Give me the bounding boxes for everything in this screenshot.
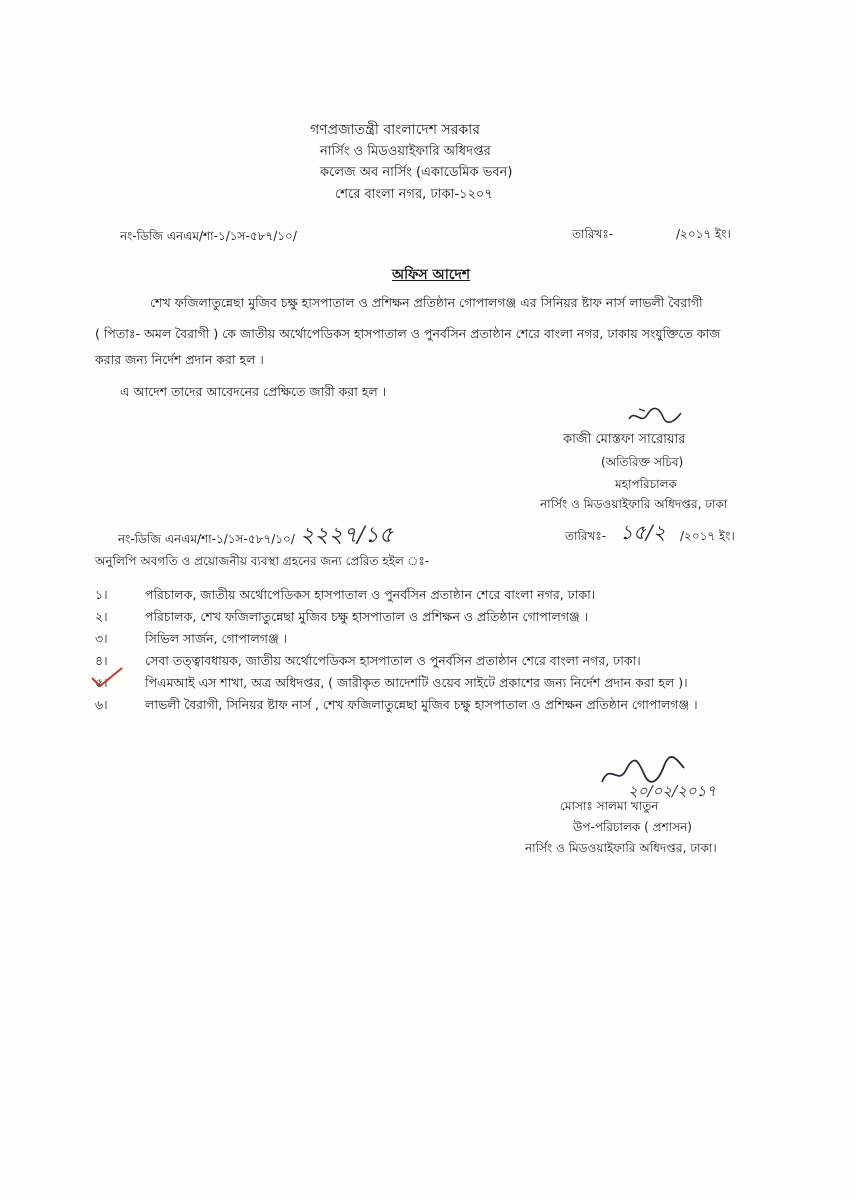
red-tick-mark [88, 664, 128, 692]
signatory1-office: নার্সিং ও মিডওয়াইফারি অধিদপ্তর, ঢাকা [540, 497, 728, 511]
copy-item [95, 609, 588, 629]
office-order-title: অফিস আদেশ [392, 267, 471, 283]
date-value: /২০১৭ ইং। [676, 227, 731, 241]
signatory2-designation: উপ-পরিচালক ( প্রশাসন) [573, 820, 692, 834]
signature-1 [625, 405, 685, 429]
copy-item [95, 631, 287, 651]
copy-item-number: ৩। [95, 631, 108, 646]
department-name: নার্সিং ও মিডওয়াইফারি অধিদপ্তর [320, 144, 491, 159]
copy-item [95, 587, 595, 607]
copy-item-number: ৫। [95, 675, 108, 690]
order-body-line-3: করার জন্য নির্দেশ প্রদান করা হল । [95, 352, 264, 367]
copy-item-number: ২। [95, 609, 108, 624]
govt-title: গণপ্রজাতন্ত্রী বাংলাদেশ সরকার [310, 122, 480, 138]
copy-item-number: ৬। [95, 697, 108, 712]
copy-item-text: পরিচালক, শেখ ফজিলাতুন্নেছা মুজিব চক্ষু হাসপাতাল ও প্রশিক্ষন ও প্রতিষ্ঠান গোপালগঞ্জ । [145, 609, 589, 624]
copy-item-text: পিএমআই এস শাখা, অত্র অধিদপ্তর, ( জারীকৃত আদেশটি ওয়েব সাইটে প্রকাশের জন্য নির্দেশ প্রদান করা হল )। [145, 675, 688, 690]
signature-date: ২০/০২/২০১৭ [628, 782, 717, 800]
address-line: শেরে বাংলা নগর, ঢাকা-১২০৭ [335, 187, 493, 202]
signatory2-office: নার্সিং ও মিডওয়াইফারি অধিদপ্তর, ঢাকা। [525, 841, 717, 855]
copy-item-number: ৪। [95, 653, 108, 668]
date-label: তারিখঃ- [572, 227, 614, 241]
memo-number: নং-ডিজি এনএম/শা-১/১স-৫৮৭/১০/ [120, 229, 297, 243]
signatory1-name: কাজী মোস্তফা সারোয়ার [563, 432, 686, 447]
copy-item-text: সেবা তত্ত্বাবধায়ক, জাতীয় অর্থোপেডিকস হাসপাতাল ও পুনর্বসিন প্রতাষ্ঠান শেরে বাংলা নগর, ঢাকা। [145, 653, 641, 668]
signatory2-name: মোসাঃ সালমা খাতুন [560, 799, 659, 813]
college-name: কলেজ অব নার্সিং (একাডেমিক ভবন) [320, 165, 513, 180]
date-suffix-2: /২০১৭ ইং। [680, 529, 735, 543]
copy-item [95, 697, 698, 717]
copy-item-number: ১। [95, 587, 108, 602]
order-body-line-2: ( পিতাঃ- অমল বৈরাগী ) কে জাতীয় অর্থোপেডিকস হাসপাতাল ও পুনর্বসিন প্রতাষ্ঠান শেরে বাংলা নগর, ঢাকায় সংযুক্তিতে কাজ [95, 326, 721, 341]
signatory1-designation: মহাপরিচালক [615, 477, 677, 491]
copy-item [95, 675, 688, 695]
order-issue-note: এ আদেশ তাদের আবেদনের প্রেক্ষিতে জারী করা হল । [120, 384, 387, 399]
copy-item-text: সিভিল সার্জন, গোপালগঞ্জ । [145, 631, 288, 646]
handwritten-memo-number: ২২২৭/১৫ [300, 523, 394, 548]
copy-item-text: লাভলী বৈরাগী, সিনিয়র ষ্টাফ নার্স , শেখ ফজিলাতুন্নেছা মুজিব চক্ষু হাসপাতাল ও প্রশিক্ষন প্রতিষ্ঠান গোপালগঞ্জ । [145, 697, 698, 712]
date-label-2: তারিখঃ- [565, 529, 607, 543]
copies-intro: অনুলিপি অবগতি ও প্রয়োজনীয় ব্যবস্থা গ্রহনের জন্য প্রেরিত হইল ঃ- [95, 554, 430, 568]
copy-item-text: পরিচালক, জাতীয় অর্থোপেডিকস হাসপাতাল ও পুনর্বসিন প্রতাষ্ঠান শেরে বাংলা নগর, ঢাকা। [145, 587, 596, 602]
order-body-line-1: শেখ ফজিলাতুন্নেছা মুজিব চক্ষু হাসপাতাল ও প্রশিক্ষন প্রতিষ্ঠান গোপালগঞ্জ এর সিনিয়র ষ্টাফ নার্স লাভলী বৈরাগী [150, 295, 703, 310]
signatory1-rank: (অতিরিক্ত সচিব) [601, 455, 684, 469]
handwritten-date: ১৫/২ [620, 520, 666, 544]
memo-number-2: নং-ডিজি এনএম/শা-১/১স-৫৮৭/১০/ [118, 532, 295, 546]
copy-item [95, 653, 641, 673]
